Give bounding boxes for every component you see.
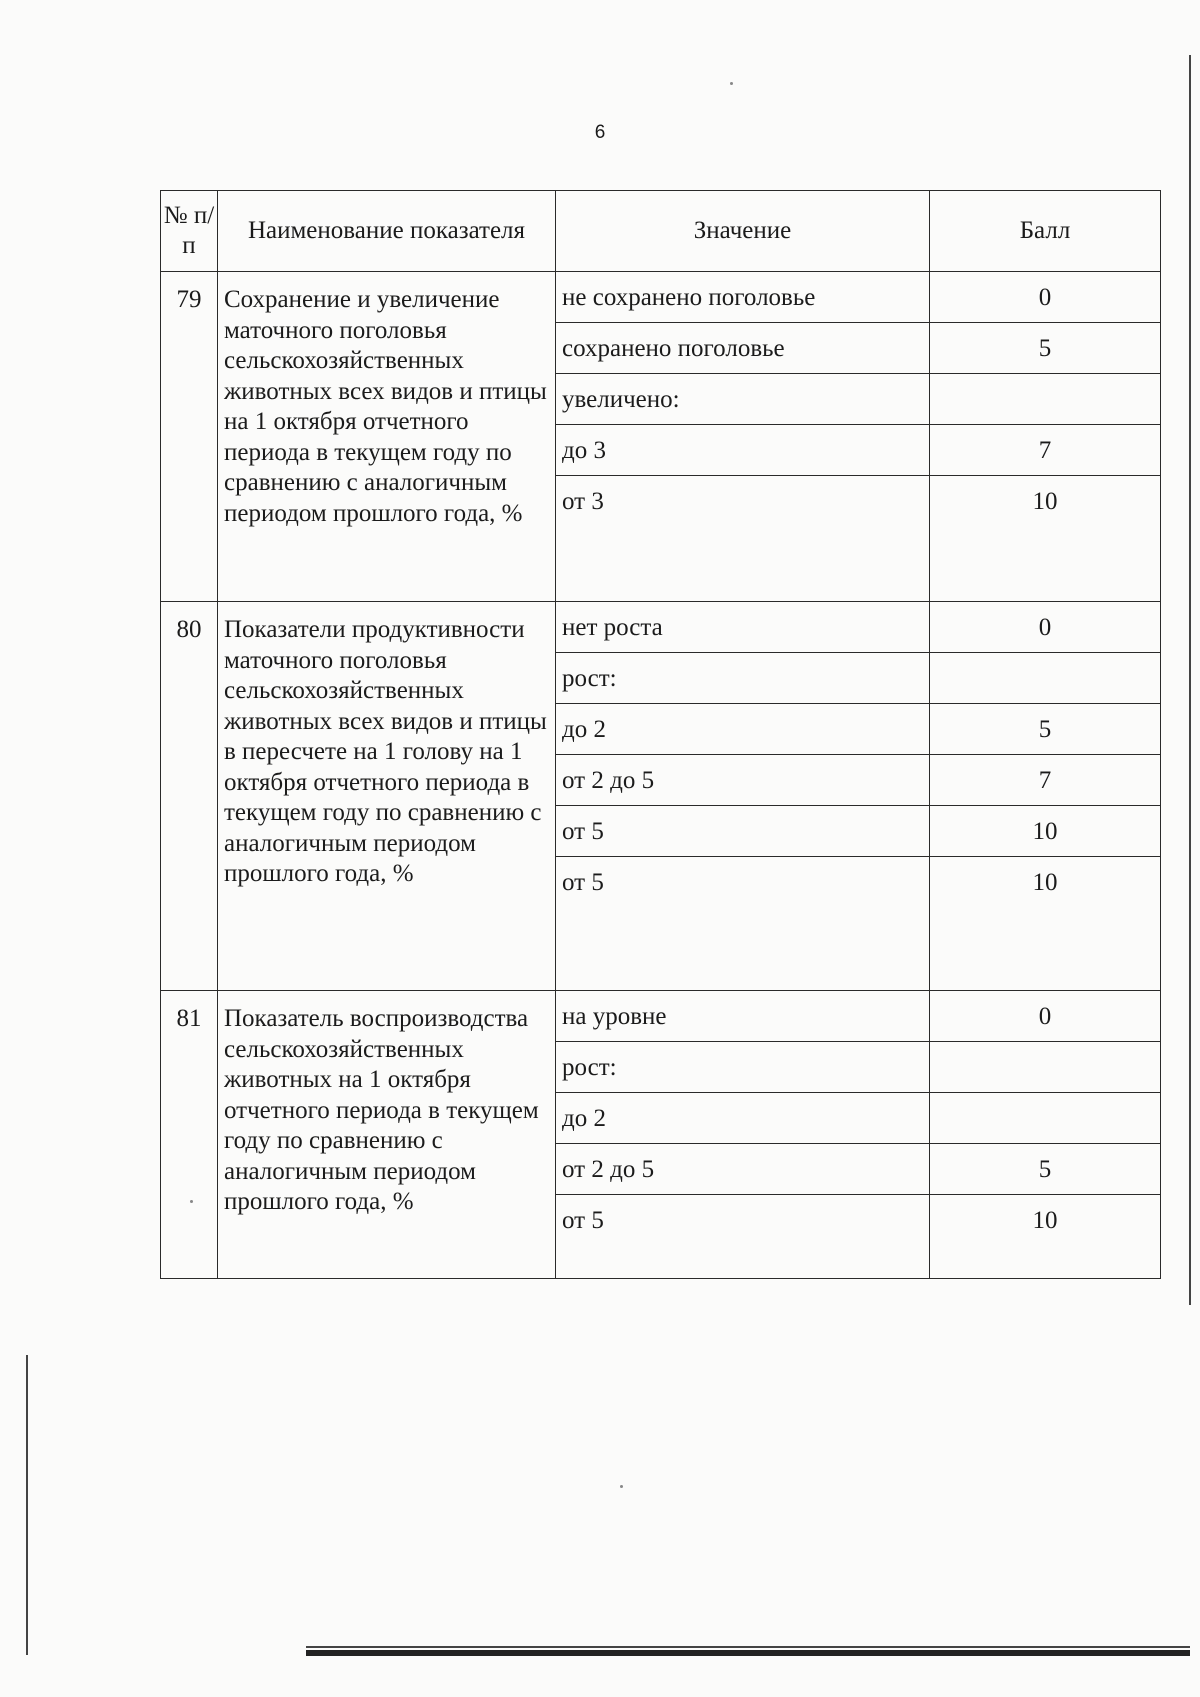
value-cell: не сохранено поголовье xyxy=(556,272,930,323)
indicator-name: Показатель воспроизводства сельскохозяйственных животных на 1 октября отчетного периода в текущем году по сравнению с аналогичным периодом прошлого года, % xyxy=(218,991,556,1279)
scan-edge-left xyxy=(26,1355,28,1655)
scan-speck xyxy=(620,1485,623,1488)
indicator-name: Сохранение и увеличение маточного поголовья сельскохозяйственных животных всех видов и птицы на 1 октября отчетного периода в текущем году по сравнению с аналогичным периодом прошлого года, % xyxy=(218,272,556,602)
header-score: Балл xyxy=(930,191,1161,272)
value-cell: до 2 xyxy=(556,704,930,755)
score-cell: 10 xyxy=(930,857,1161,991)
score-cell: 0 xyxy=(930,991,1161,1042)
score-cell: 7 xyxy=(930,755,1161,806)
score-cell xyxy=(930,653,1161,704)
value-cell: рост: xyxy=(556,653,930,704)
header-num: № п/п xyxy=(161,191,218,272)
value-cell: от 3 xyxy=(556,476,930,602)
row-number: 80 xyxy=(161,602,218,991)
score-cell xyxy=(930,374,1161,425)
value-cell: от 2 до 5 xyxy=(556,755,930,806)
indicators-table xyxy=(160,190,1161,1279)
table-row xyxy=(161,602,1161,653)
value-cell: на уровне xyxy=(556,991,930,1042)
value-cell: от 5 xyxy=(556,806,930,857)
value-cell: от 5 xyxy=(556,857,930,991)
header-value: Значение xyxy=(556,191,930,272)
header-name: Наименование показателя xyxy=(218,191,556,272)
score-cell: 10 xyxy=(930,806,1161,857)
table-row xyxy=(161,272,1161,323)
value-cell: увеличено: xyxy=(556,374,930,425)
scan-edge-right xyxy=(1189,55,1191,1305)
table-row xyxy=(161,991,1161,1042)
score-cell xyxy=(930,1093,1161,1144)
value-cell: от 2 до 5 xyxy=(556,1144,930,1195)
score-cell: 10 xyxy=(930,476,1161,602)
page-number: 6 xyxy=(594,122,606,143)
score-cell: 0 xyxy=(930,602,1161,653)
scan-edge-bottom xyxy=(306,1646,1190,1656)
score-cell: 5 xyxy=(930,704,1161,755)
value-cell: от 5 xyxy=(556,1195,930,1279)
value-cell: сохранено поголовье xyxy=(556,323,930,374)
score-cell: 10 xyxy=(930,1195,1161,1279)
row-number: 81 xyxy=(161,991,218,1279)
score-cell: 0 xyxy=(930,272,1161,323)
value-cell: до 2 xyxy=(556,1093,930,1144)
score-cell: 5 xyxy=(930,1144,1161,1195)
scan-speck xyxy=(730,82,733,85)
table-header-row xyxy=(161,191,1161,272)
score-cell: 7 xyxy=(930,425,1161,476)
score-cell xyxy=(930,1042,1161,1093)
value-cell: до 3 xyxy=(556,425,930,476)
indicator-name: Показатели продуктивности маточного поголовья сельскохозяйственных животных всех видов и птицы в пересчете на 1 голову на 1 октября отчетного периода в текущем году по сравнению с аналогичным периодом прошлого года, % xyxy=(218,602,556,991)
value-cell: рост: xyxy=(556,1042,930,1093)
value-cell: нет роста xyxy=(556,602,930,653)
score-cell: 5 xyxy=(930,323,1161,374)
row-number: 79 xyxy=(161,272,218,602)
